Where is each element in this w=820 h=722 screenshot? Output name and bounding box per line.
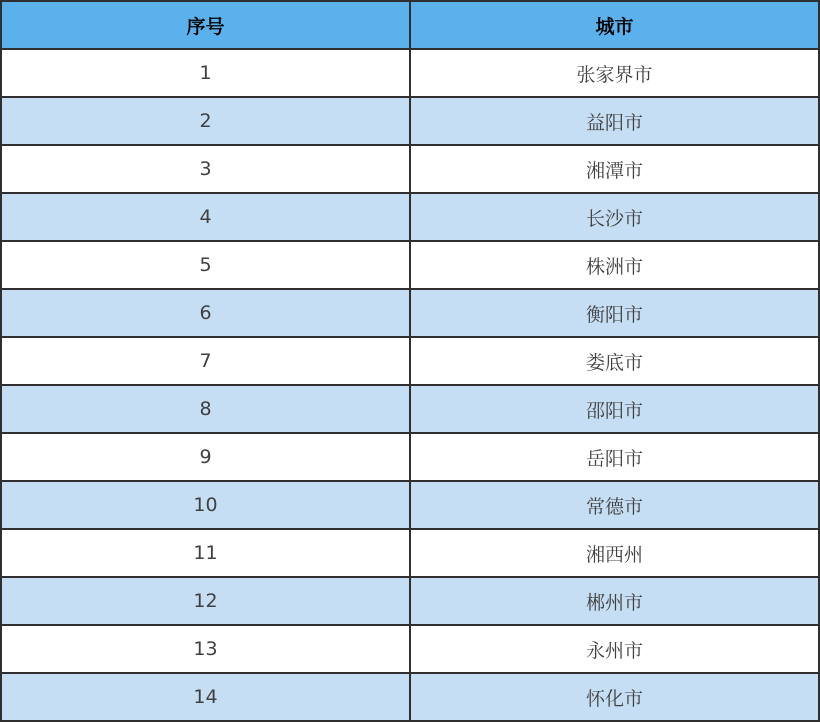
city-cell: 永州市 (410, 625, 819, 673)
serial-cell: 10 (1, 481, 410, 529)
city-cell: 邵阳市 (410, 385, 819, 433)
city-cell: 衡阳市 (410, 289, 819, 337)
serial-cell: 8 (1, 385, 410, 433)
column-header-serial: 序号 (1, 1, 410, 49)
table-row (1, 49, 819, 97)
serial-cell: 5 (1, 241, 410, 289)
header-row (1, 1, 819, 49)
city-cell: 益阳市 (410, 97, 819, 145)
serial-cell: 7 (1, 337, 410, 385)
serial-cell: 9 (1, 433, 410, 481)
column-header-city: 城市 (410, 1, 819, 49)
table-row (1, 673, 819, 721)
city-cell: 郴州市 (410, 577, 819, 625)
serial-cell: 6 (1, 289, 410, 337)
table-row (1, 193, 819, 241)
table-body (1, 49, 819, 721)
serial-cell: 14 (1, 673, 410, 721)
table-row (1, 145, 819, 193)
table-row (1, 337, 819, 385)
table-row (1, 241, 819, 289)
table-row (1, 433, 819, 481)
city-cell: 株洲市 (410, 241, 819, 289)
city-cell: 常德市 (410, 481, 819, 529)
city-cell: 娄底市 (410, 337, 819, 385)
serial-cell: 2 (1, 97, 410, 145)
serial-cell: 4 (1, 193, 410, 241)
city-cell: 湘潭市 (410, 145, 819, 193)
table-row (1, 481, 819, 529)
serial-cell: 13 (1, 625, 410, 673)
table-row (1, 385, 819, 433)
city-cell: 湘西州 (410, 529, 819, 577)
city-cell: 长沙市 (410, 193, 819, 241)
table-header (1, 1, 819, 49)
city-cell: 岳阳市 (410, 433, 819, 481)
serial-cell: 3 (1, 145, 410, 193)
table-row (1, 577, 819, 625)
table-row (1, 289, 819, 337)
table-row (1, 97, 819, 145)
city-cell: 怀化市 (410, 673, 819, 721)
table-row (1, 529, 819, 577)
serial-cell: 1 (1, 49, 410, 97)
serial-cell: 12 (1, 577, 410, 625)
city-cell: 张家界市 (410, 49, 819, 97)
serial-cell: 11 (1, 529, 410, 577)
table-row (1, 625, 819, 673)
